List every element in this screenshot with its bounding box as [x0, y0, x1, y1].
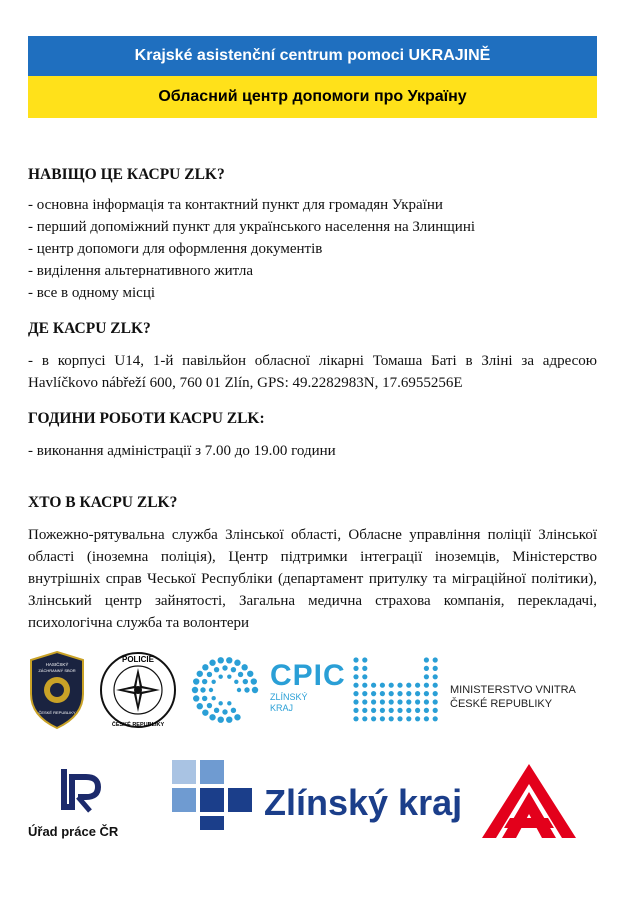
cpic-logo [270, 660, 348, 720]
cpic-name: CPIC [270, 659, 346, 692]
section-heading: ДЕ КАСРU ZLK? [28, 320, 151, 337]
address-text: - в корпусі U14, 1-й павільйон обласної лікарні Томаша Баті в Зліні за адресою Havlíčkovo nábřeží 600, 760 01 Zlín, GPS: 49.2282983N, 17.6955256E [28, 353, 597, 391]
banner-czech-title: Krajské asistenční centrum pomoci UKRAJINĚ [28, 36, 597, 76]
mvcr-dots-logo [352, 656, 440, 724]
mvcr-line2: ČESKÉ REPUBLIKY [450, 698, 553, 710]
section-heading: ХТО В КАСРU ZLK? [28, 494, 178, 511]
hzs-text-bottom: ČESKÉ REPUBLIKY [38, 710, 76, 715]
zlinsky-kraj-logo [172, 760, 463, 835]
section-why [28, 166, 597, 304]
police-logo [98, 650, 178, 730]
urad-prace-icon [28, 765, 138, 815]
section-where [28, 320, 597, 394]
cpic-sub2: KRAJ [270, 703, 294, 713]
urad-prace-name: Úřad práce ČR [28, 824, 119, 839]
cpic-sub1: ZLÍNSKÝ [270, 692, 308, 702]
police-text-top: POLICIE [121, 655, 155, 664]
section-hours [28, 410, 597, 462]
zlinsky-kraj-name: Zlínský kraj [264, 782, 463, 823]
police-text-bottom: ČESKÉ REPUBLIKY [111, 722, 165, 728]
list-item: - все в одному місці [28, 285, 156, 301]
dots-ring-logo [188, 655, 263, 725]
list-item: - перший допоміжний пункт для українського населення на Злинщині [28, 219, 476, 235]
section-heading: ГОДИНИ РОБОТИ КАСРU ZLK: [28, 410, 265, 427]
banner-ukrainian-title: Обласний центр допомоги про Україну [28, 76, 597, 118]
section-who [28, 494, 597, 634]
vzp-logo [480, 762, 578, 840]
zlinsky-kraj-squares-icon [172, 760, 262, 830]
hzs-text-top: HASIČSKÝ [45, 662, 69, 667]
hzs-logo [28, 650, 86, 730]
mvcr-line1: MINISTERSTVO VNITRA [450, 684, 576, 696]
section-heading: НАВІЩО ЦЕ КАСРU ZLK? [28, 166, 225, 183]
list-item: - виділення альтернативного житла [28, 263, 253, 279]
hzs-text-mid: ZÁCHRANNÝ SBOR [38, 668, 76, 673]
urad-prace-logo [28, 765, 138, 840]
hours-text: - виконання адміністрації з 7.00 до 19.00 години [28, 443, 336, 459]
mvcr-logo-text [450, 683, 590, 713]
list-item: - основна інформація та контактний пункт для громадян України [28, 197, 443, 213]
list-item: - центр допомоги для оформлення документів [28, 241, 323, 257]
participants-text: Пожежно-рятувальна служба Злінської області, Обласне управління поліції Злінської області (іноземна поліція), Центр підтримки інтеграції іноземців, Міністерство внутрішніх справ Чеської Республіки (департамент притулку та міграційної політики), Злінський центр зайнятості, Загальна медична страхова компанія, перекладачі, психологічна служба та волонтери [28, 527, 597, 631]
